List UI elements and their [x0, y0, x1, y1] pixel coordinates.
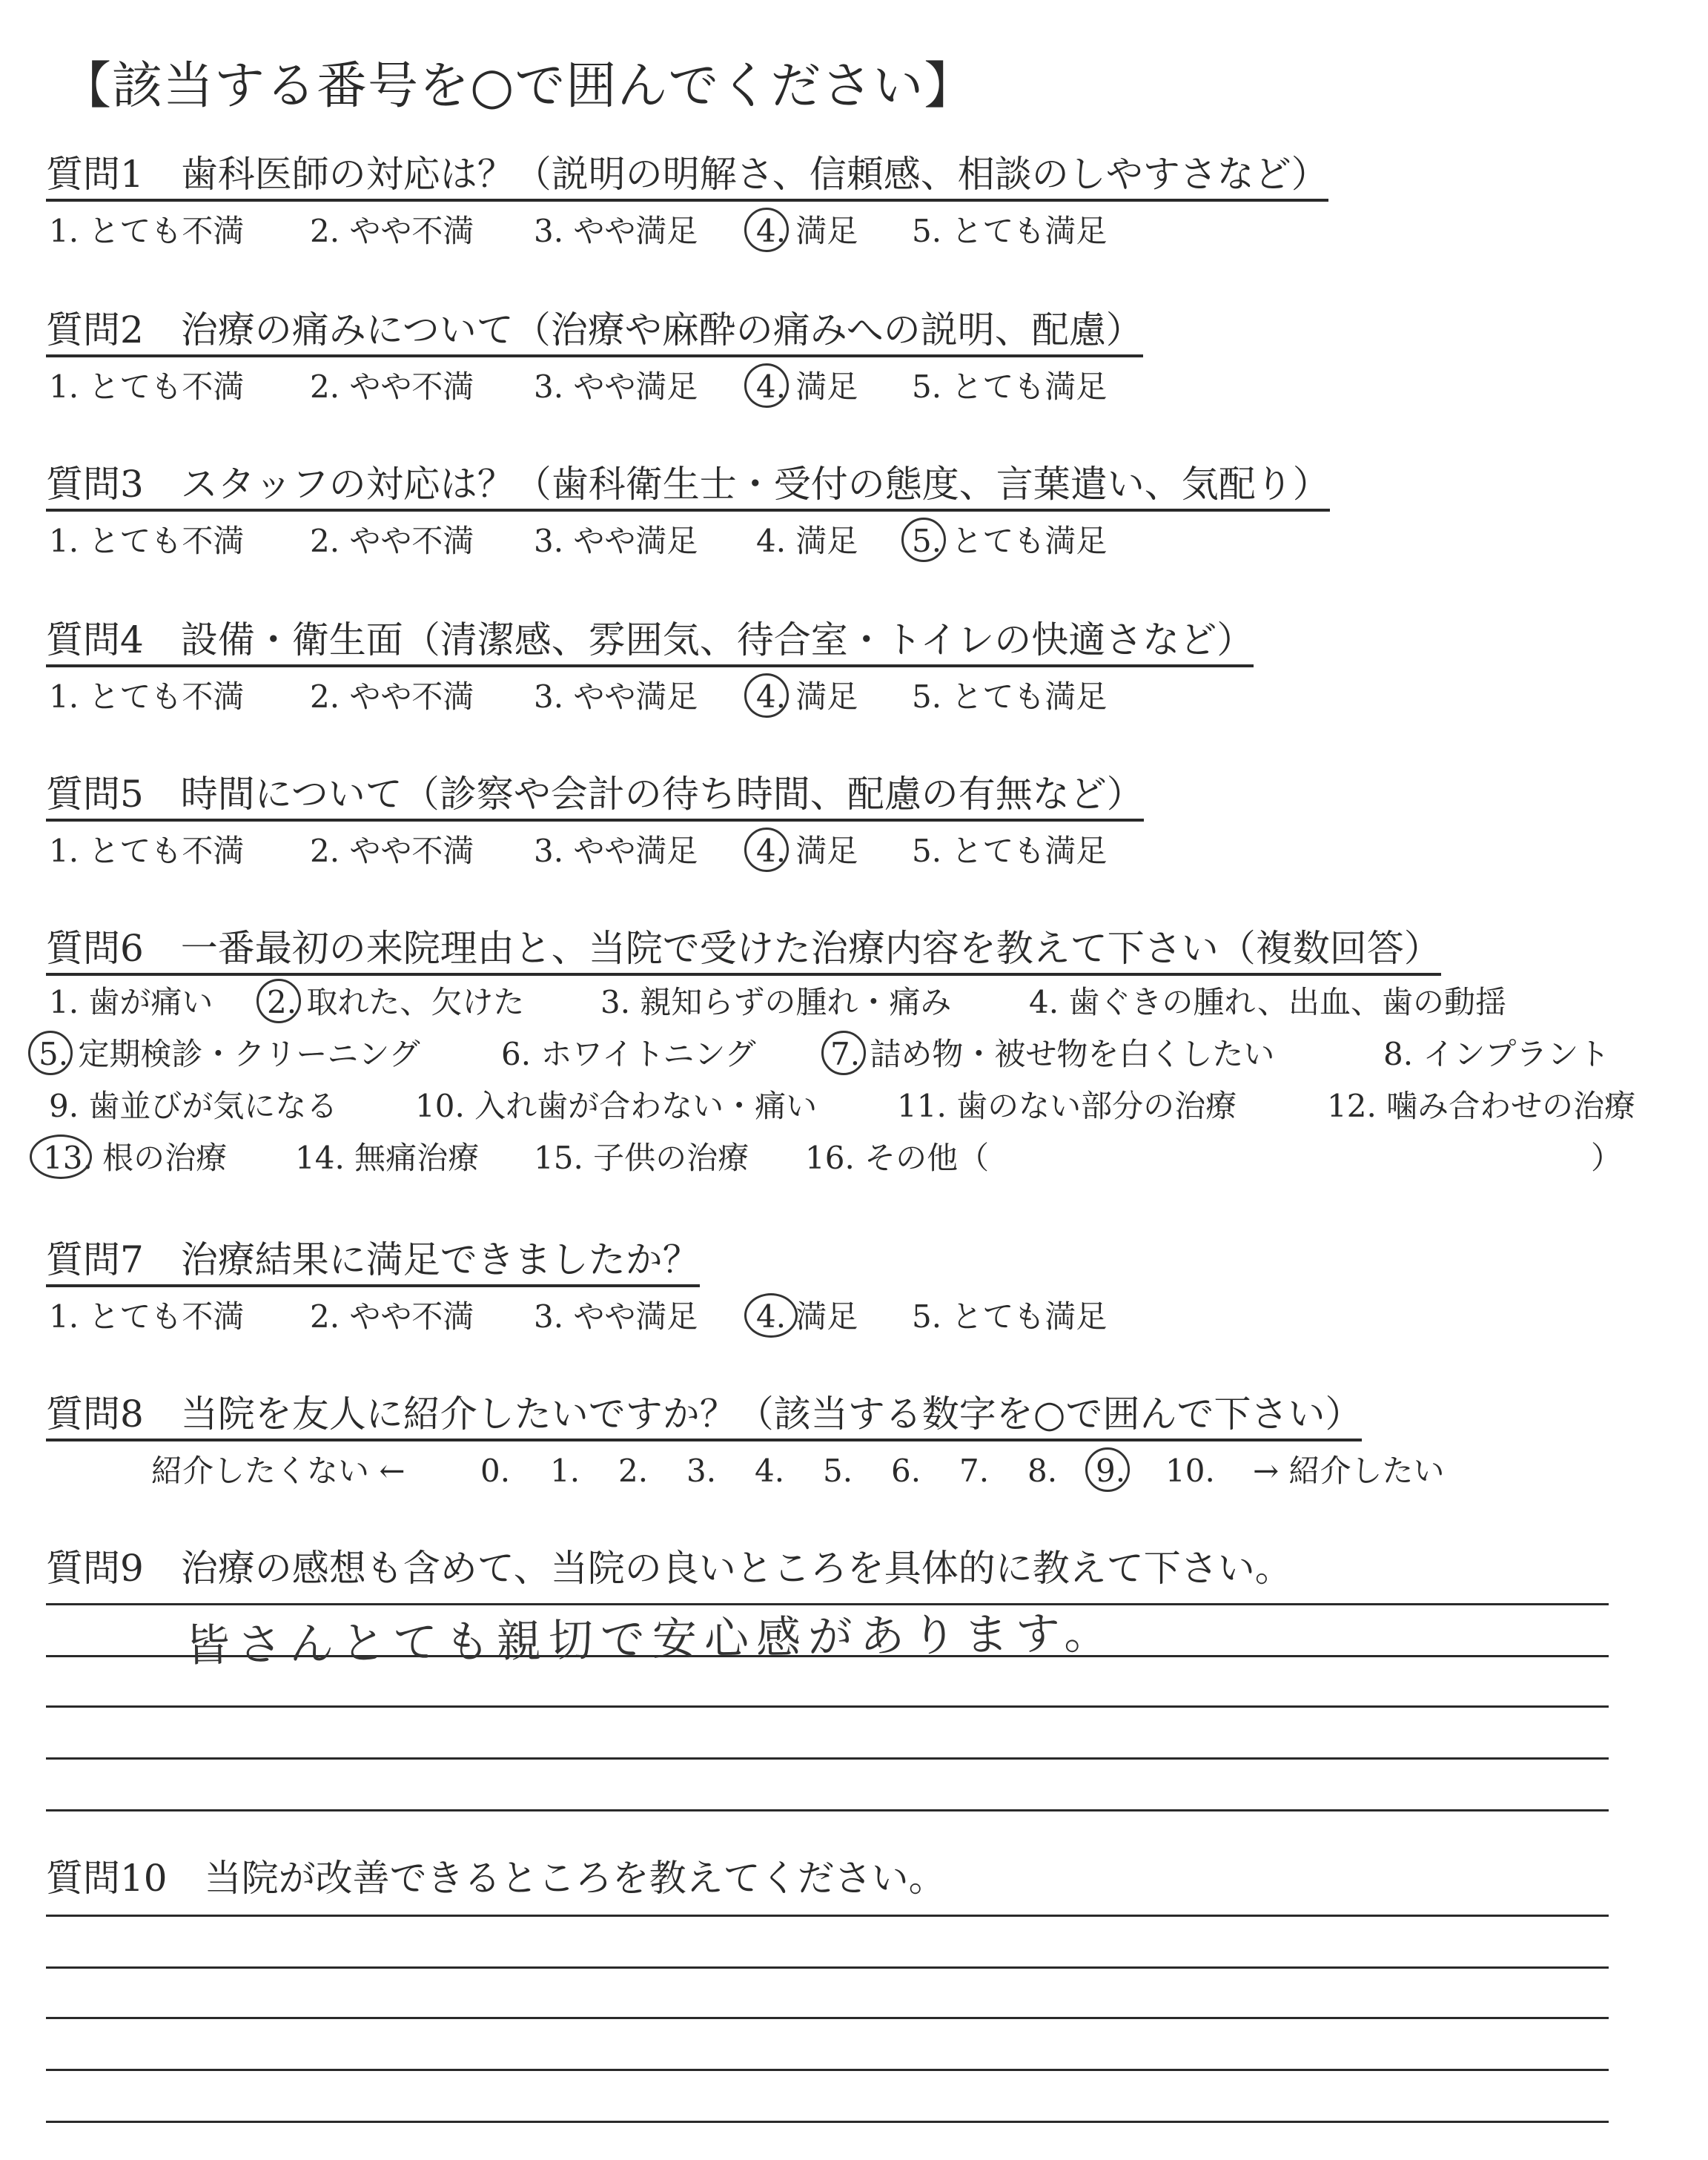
- question-6-row-1: [0, 982, 1708, 1023]
- q6-option-7[interactable]: 7. 詰め物・被せ物を白くしたい: [830, 1036, 1275, 1072]
- q8-number-10[interactable]: 10.: [1165, 1453, 1215, 1489]
- q7-option-5[interactable]: 5. とても満足: [912, 1298, 1108, 1335]
- q1-option-1[interactable]: 1. とても不満: [49, 213, 245, 249]
- q7-option-3[interactable]: 3. やや満足: [534, 1298, 698, 1335]
- q9-answer-line-4: [46, 1757, 1609, 1760]
- q8-number-2[interactable]: 2.: [618, 1453, 649, 1489]
- q8-left-label: 紹介したくない ←: [151, 1453, 406, 1489]
- q1-option-2[interactable]: 2. やや不満: [310, 213, 474, 249]
- q2-option-3[interactable]: 3. やや満足: [534, 369, 698, 405]
- q2-option-4[interactable]: 4. 満足: [756, 369, 858, 405]
- question-3-options: [0, 521, 1708, 562]
- q5-option-5[interactable]: 5. とても満足: [912, 833, 1108, 869]
- q4-option-1[interactable]: 1. とても不満: [49, 678, 245, 715]
- q10-answer-line-2: [46, 1966, 1609, 1969]
- q6-option-11[interactable]: 11. 歯のない部分の治療: [897, 1088, 1237, 1124]
- q8-number-5[interactable]: 5.: [823, 1453, 853, 1489]
- q4-option-5[interactable]: 5. とても満足: [912, 678, 1108, 715]
- q2-option-1[interactable]: 1. とても不満: [49, 369, 245, 405]
- question-1-title: 質問1 歯科医師の対応は？（説明の明解さ、信頼感、相談のしやすさなど）: [46, 151, 1328, 202]
- q5-option-4[interactable]: 4. 満足: [756, 833, 858, 869]
- q6-option-10[interactable]: 10. 入れ歯が合わない・痛い: [415, 1088, 818, 1124]
- q1-option-5[interactable]: 5. とても満足: [912, 213, 1108, 249]
- q1-option-4[interactable]: 4. 満足: [756, 213, 858, 249]
- question-6-row-2: [0, 1034, 1708, 1075]
- q10-answer-line-5: [46, 2121, 1609, 2123]
- question-3-title: 質問3 スタッフの対応は？（歯科衛生士・受付の態度、言葉遣い、気配り）: [46, 461, 1330, 512]
- question-8-scale: [0, 1450, 1708, 1492]
- q3-option-5[interactable]: 5. とても満足: [912, 523, 1108, 559]
- q10-answer-line-4: [46, 2069, 1609, 2071]
- q8-number-6[interactable]: 6.: [891, 1453, 921, 1489]
- question-6-row-4: [0, 1137, 1708, 1179]
- question-1-options: [0, 211, 1708, 252]
- q9-answer-line-5: [46, 1809, 1609, 1811]
- question-8-title: 質問8 当院を友人に紹介したいですか？（該当する数字を○で囲んで下さい）: [46, 1391, 1362, 1441]
- q8-number-3[interactable]: 3.: [686, 1453, 717, 1489]
- q6-other-close-paren: ）: [1591, 1140, 1623, 1176]
- q6-option-4[interactable]: 4. 歯ぐきの腫れ、出血、歯の動揺: [1029, 984, 1506, 1020]
- question-7-options: [0, 1296, 1708, 1338]
- q2-option-2[interactable]: 2. やや不満: [310, 369, 474, 405]
- q8-right-label: → 紹介したい: [1253, 1453, 1445, 1489]
- q7-option-1[interactable]: 1. とても不満: [49, 1298, 245, 1335]
- q6-option-12[interactable]: 12. 噛み合わせの治療: [1327, 1088, 1636, 1124]
- question-5-title: 質問5 時間について（診察や会計の待ち時間、配慮の有無など）: [46, 771, 1144, 822]
- q3-option-4[interactable]: 4. 満足: [756, 523, 858, 559]
- q4-option-3[interactable]: 3. やや満足: [534, 678, 698, 715]
- q8-number-1[interactable]: 1.: [550, 1453, 580, 1489]
- question-5-options: [0, 830, 1708, 872]
- question-4-options: [0, 676, 1708, 718]
- q8-number-9[interactable]: 9.: [1096, 1453, 1126, 1489]
- q5-option-1[interactable]: 1. とても不満: [49, 833, 245, 869]
- q9-handwritten-answer[interactable]: 皆さんとても親切で安心感があります。: [185, 1607, 1116, 1672]
- q6-option-13[interactable]: 13. 根の治療: [43, 1140, 228, 1176]
- question-6-title: 質問6 一番最初の来院理由と、当院で受けた治療内容を教えて下さい（複数回答）: [46, 925, 1441, 976]
- q7-option-2[interactable]: 2. やや不満: [310, 1298, 474, 1335]
- q5-option-2[interactable]: 2. やや不満: [310, 833, 474, 869]
- q2-option-5[interactable]: 5. とても満足: [912, 369, 1108, 405]
- q3-option-2[interactable]: 2. やや不満: [310, 523, 474, 559]
- q8-number-7[interactable]: 7.: [959, 1453, 990, 1489]
- q1-option-3[interactable]: 3. やや満足: [534, 213, 698, 249]
- question-7-title: 質問7 治療結果に満足できましたか？: [46, 1237, 700, 1287]
- q6-option-8[interactable]: 8. インプラント: [1383, 1036, 1610, 1072]
- q7-option-4[interactable]: 4. 満足: [756, 1298, 858, 1335]
- q9-answer-line-3: [46, 1705, 1609, 1708]
- q6-option-1[interactable]: 1. 歯が痛い: [49, 984, 214, 1020]
- q8-number-0[interactable]: 0.: [480, 1453, 511, 1489]
- question-6-row-3: [0, 1086, 1708, 1127]
- q6-option-5[interactable]: 5. 定期検診・クリーニング: [39, 1036, 420, 1072]
- question-4-title: 質問4 設備・衛生面（清潔感、雰囲気、待合室・トイレの快適さなど）: [46, 617, 1254, 667]
- q3-option-1[interactable]: 1. とても不満: [49, 523, 245, 559]
- q6-option-3[interactable]: 3. 親知らずの腫れ・痛み: [600, 984, 952, 1020]
- question-2-title: 質問2 治療の痛みについて（治療や麻酔の痛みへの説明、配慮）: [46, 307, 1143, 357]
- q4-option-2[interactable]: 2. やや不満: [310, 678, 474, 715]
- q4-option-4[interactable]: 4. 満足: [756, 678, 858, 715]
- q8-number-8[interactable]: 8.: [1027, 1453, 1058, 1489]
- q10-answer-line-1: [46, 1915, 1609, 1917]
- q6-option-9[interactable]: 9. 歯並びが気になる: [49, 1088, 338, 1124]
- question-9-title: 質問9 治療の感想も含めて、当院の良いところを具体的に教えて下さい。: [46, 1547, 1292, 1590]
- q6-option-14[interactable]: 14. 無痛治療: [295, 1140, 480, 1176]
- page-heading: 【該当する番号を○で囲んでください】: [61, 57, 976, 116]
- q6-option-15[interactable]: 15. 子供の治療: [534, 1140, 749, 1176]
- q6-option-6[interactable]: 6. ホワイトニング: [501, 1036, 756, 1072]
- question-10-title: 質問10 当院が改善できるところを教えてください。: [46, 1857, 946, 1900]
- question-2-options: [0, 366, 1708, 408]
- q5-option-3[interactable]: 3. やや満足: [534, 833, 698, 869]
- q6-option-16[interactable]: 16. その他（: [805, 1140, 990, 1176]
- q8-number-4[interactable]: 4.: [755, 1453, 785, 1489]
- q6-option-2[interactable]: 2. 取れた、欠けた: [267, 984, 525, 1020]
- q10-answer-line-3: [46, 2017, 1609, 2019]
- q3-option-3[interactable]: 3. やや満足: [534, 523, 698, 559]
